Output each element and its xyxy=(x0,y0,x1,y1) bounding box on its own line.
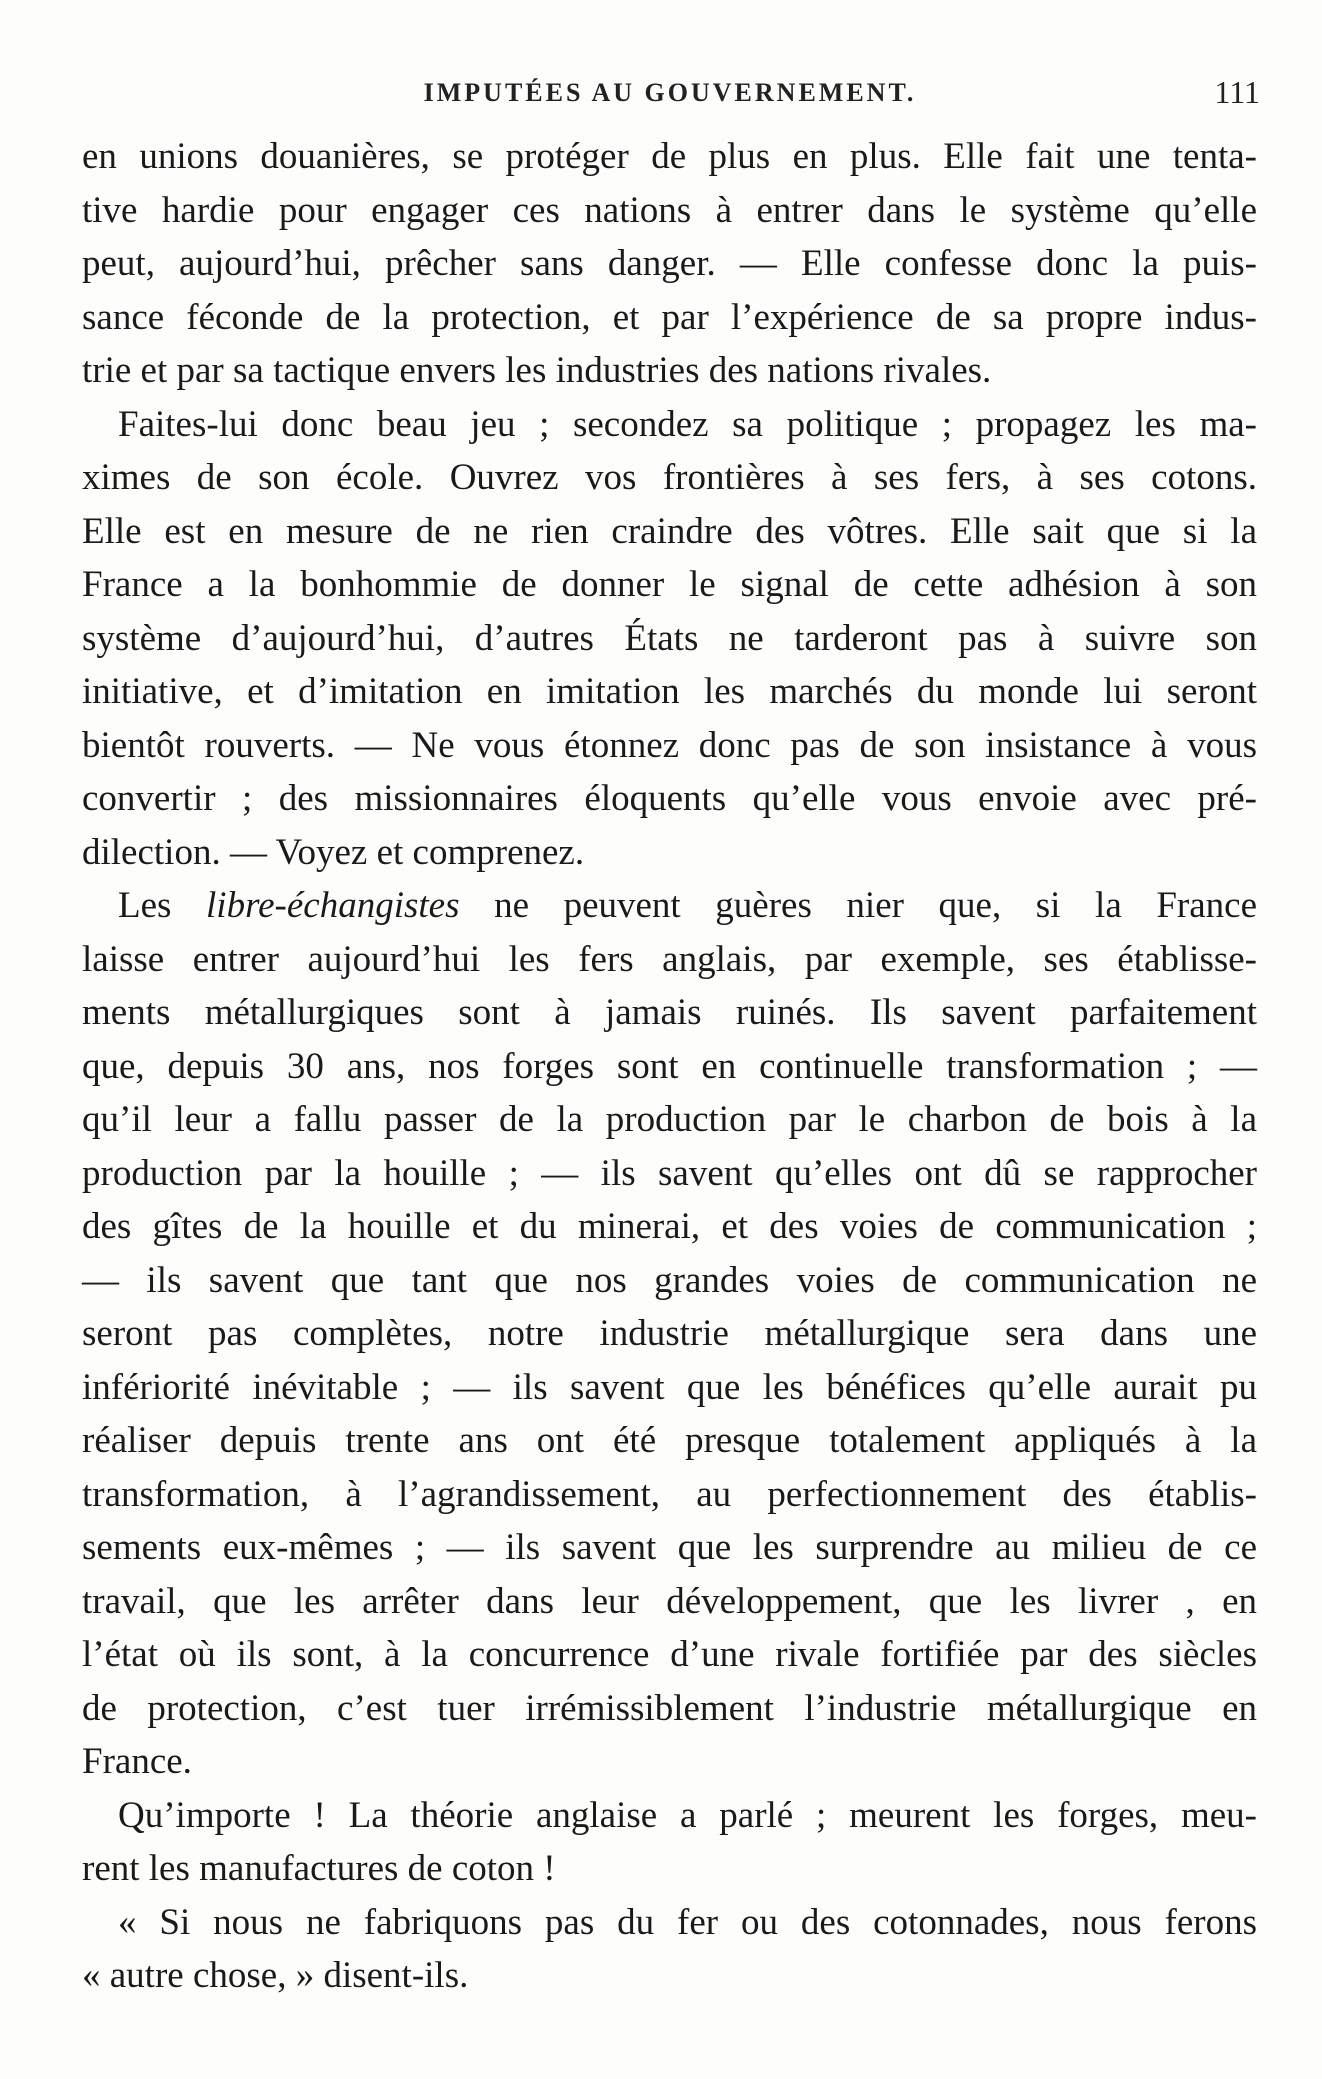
text-line: transformation, à l’agrandissement, au perfectionnement des établis- xyxy=(82,1473,1257,1515)
text-line: peut, aujourd’hui, prêcher sans danger. — Elle confesse donc la puis- xyxy=(82,243,1257,284)
text-line: qu’il leur a fallu passer de la production par le charbon de bois à la xyxy=(82,1099,1257,1140)
text-line: France. xyxy=(82,1741,192,1782)
page-number: 111 xyxy=(1214,74,1260,110)
text-line: des gîtes de la houille et du minerai, et des voies de communication ; xyxy=(82,1206,1257,1247)
text-line: de protection, c’est tuer irrémissiblement l’industrie métallurgique en xyxy=(82,1687,1257,1729)
running-head xyxy=(80,74,1260,118)
text-line: tive hardie pour engager ces nations à entrer dans le système qu’elle xyxy=(82,189,1257,231)
text-line: infériorité inévitable ; — ils savent que les bénéfices qu’elle aurait pu xyxy=(82,1366,1257,1408)
text-line: ximes de son école. Ouvrez vos frontières à ses fers, à ses cotons. xyxy=(82,457,1257,498)
text-segment: Les xyxy=(118,885,207,926)
text-line: trie et par sa tactique envers les industries des nations rivales. xyxy=(82,350,992,391)
text-line: Elle est en mesure de ne rien craindre des vôtres. Elle sait que si la xyxy=(82,510,1257,552)
text-line: seront pas complètes, notre industrie métallurgique sera dans une xyxy=(82,1313,1257,1354)
text-line: en unions douanières, se protéger de plus en plus. Elle fait une tenta- xyxy=(82,136,1257,177)
text-line: France a la bonhommie de donner le signal de cette adhésion à son xyxy=(82,564,1257,605)
text-line: sance féconde de la protection, et par l’expérience de sa propre indus- xyxy=(82,296,1257,338)
body-text xyxy=(82,130,1257,2003)
text-line: réaliser depuis trente ans ont été presque totalement appliqués à la xyxy=(82,1420,1257,1461)
text-line: laisse entrer aujourd’hui les fers anglais, par exemple, ses établisse- xyxy=(82,938,1257,980)
running-title: IMPUTÉES AU GOUVERNEMENT. xyxy=(423,78,917,107)
text-line: que, depuis 30 ans, nos forges sont en continuelle transformation ; — xyxy=(82,1045,1257,1087)
text-line: « autre chose, » disent-ils. xyxy=(82,1955,469,1996)
text-line: rent les manufactures de coton ! xyxy=(82,1848,556,1889)
text-line: l’état où ils sont, à la concurrence d’une rivale fortifiée par des siècles xyxy=(82,1634,1257,1675)
text-line: Faites-lui donc beau jeu ; secondez sa politique ; propagez les ma- xyxy=(118,403,1257,445)
text-segment: ne peuvent guères nier que, si la France xyxy=(459,885,1257,926)
text-line: convertir ; des missionnaires éloquents qu’elle vous envoie avec pré- xyxy=(82,778,1257,819)
text-line: initiative, et d’imitation en imitation les marchés du monde lui seront xyxy=(82,671,1257,712)
text-line: sements eux-mêmes ; — ils savent que les surprendre au milieu de ce xyxy=(82,1527,1257,1568)
text-line: bientôt rouverts. — Ne vous étonnez donc pas de son insistance à vous xyxy=(82,724,1257,766)
text-line: système d’aujourd’hui, d’autres États ne tarderont pas à suivre son xyxy=(82,617,1257,659)
text-line xyxy=(82,879,1257,933)
text-line: dilection. — Voyez et comprenez. xyxy=(82,831,585,873)
text-line: Qu’importe ! La théorie anglaise a parlé ; meurent les forges, meu- xyxy=(118,1794,1257,1836)
text-line: travail, que les arrêter dans leur développement, que les livrer , en xyxy=(82,1580,1257,1622)
text-line: — ils savent que tant que nos grandes voies de communication ne xyxy=(82,1259,1257,1301)
text-line: « Si nous ne fabriquons pas du fer ou des cotonnades, nous ferons xyxy=(118,1901,1257,1943)
italic-term: libre-échangistes xyxy=(206,885,460,926)
text-line: ments métallurgiques sont à jamais ruinés. Ils savent parfaitement xyxy=(82,992,1257,1033)
text-line: production par la houille ; — ils savent qu’elles ont dû se rapprocher xyxy=(82,1152,1257,1194)
